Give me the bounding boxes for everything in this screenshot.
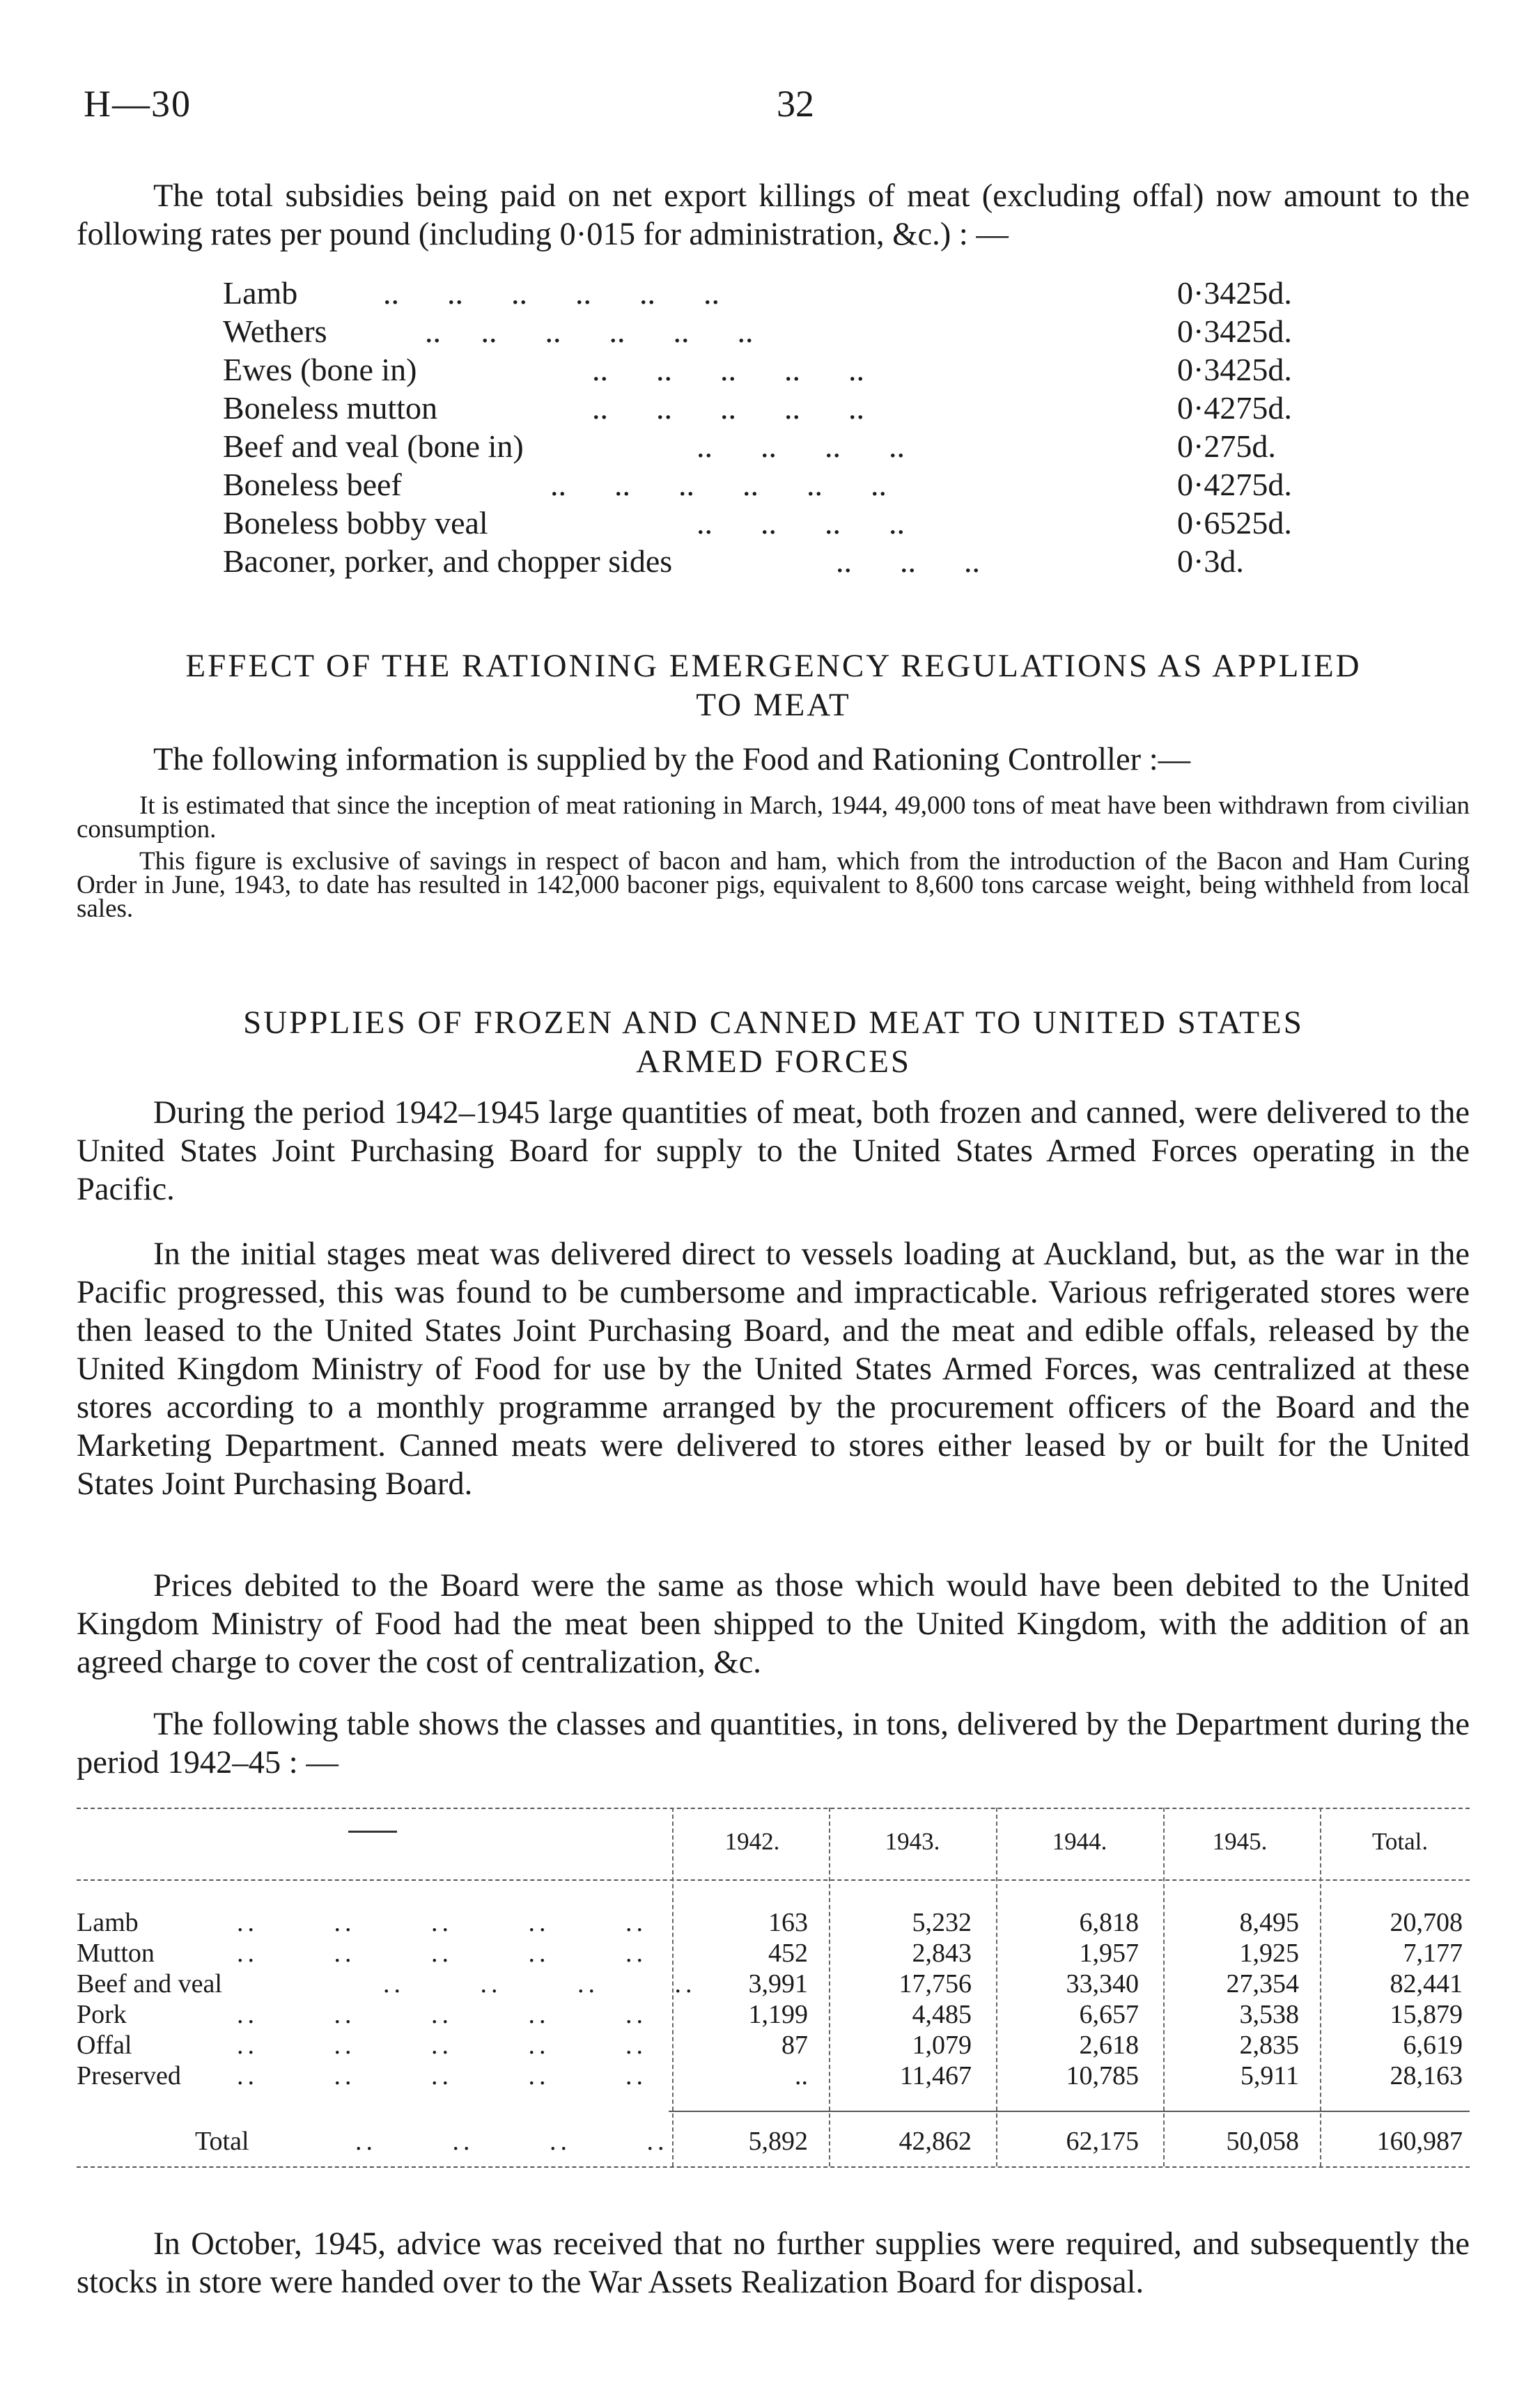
cell-1943: 42,862 [899,2127,972,2156]
cell-1943: 11,467 [899,2061,972,2090]
section-heading-rationing: EFFECT OF THE RATIONING EMERGENCY REGULATIONS AS APPLIED TO MEAT [185,648,1362,723]
section-heading-supplies: SUPPLIES OF FROZEN AND CANNED MEAT TO UNITED STATES ARMED FORCES [243,1004,1304,1080]
cell-1943: 1,079 [912,2031,972,2060]
leader-dots: .. .. .. .. [383,1969,697,1998]
page-number: 32 [777,83,814,125]
row-label: Pork [77,2000,127,2029]
cell-1945: 1,925 [1239,1939,1299,1968]
table-bottom-rule [77,2166,1470,2168]
rate-row [223,274,1393,312]
cell-1944: 1,957 [1079,1939,1139,1968]
table-row [77,1907,1470,1938]
rate-label: Ewes (bone in) [223,352,417,387]
rationing-note-2: This figure is exclusive of savings in respect of bacon and ham, which from the introduction of the Bacon and Ham Curing Order in June, 1943, to date has resulted in 142,000 baconer pigs, equivalent to 8,600 tons carcase weight, being withheld from local sales. [77,847,1470,923]
cell-total: 6,619 [1403,2031,1463,2060]
rate-value: 0·275d. [1177,428,1276,464]
cell-1945: 50,058 [1226,2127,1299,2156]
supplies-paragraph-4: The following table shows the classes and quantities, in tons, delivered by the Department during the period 1942–45 : — [77,1707,1470,1780]
cell-total: 20,708 [1390,1908,1463,1937]
subsidy-rates-list [223,274,1393,580]
rate-value: 0·3425d. [1177,313,1292,349]
cell-1944: 62,175 [1066,2127,1139,2156]
cell-total: 7,177 [1403,1939,1463,1968]
leader-dots: .. .. .. .. [697,428,905,464]
cell-1942: 163 [768,1908,808,1937]
cell-1945: 5,911 [1240,2061,1299,2090]
leader-dots: .. .. .. .. .. [592,390,864,426]
cell-1942: 3,991 [748,1969,808,1998]
rationing-note-1: It is estimated that since the inception of meat rationing in March, 1944, 49,000 tons of meat have been withdrawn from civilian consumption. [77,791,1470,844]
table-total-rule [669,2111,1470,2112]
cell-1945: 27,354 [1226,1969,1299,1998]
document-reference: H—30 [84,83,192,125]
leader-dots: .. .. .. .. [697,505,905,541]
row-label: Lamb [77,1908,139,1937]
table-top-rule [77,1808,1470,1809]
rate-value: 0·6525d. [1177,505,1292,541]
stub-header-dash [348,1831,397,1833]
column-header-1944: 1944. [1052,1828,1107,1855]
total-label: Total [195,2127,249,2156]
cell-1945: 8,495 [1239,1908,1299,1937]
cell-1944: 2,618 [1079,2031,1139,2060]
cell-1945: 2,835 [1239,2031,1299,2060]
cell-1943: 4,485 [912,2000,972,2029]
rate-label: Lamb [223,275,298,311]
cell-total: 15,879 [1390,2000,1463,2029]
rationing-lead: The following information is supplied by the Food and Rationing Controller :— [153,742,1191,777]
rate-row [223,350,1393,389]
column-header-1942: 1942. [724,1828,780,1855]
cell-1943: 2,843 [912,1939,972,1968]
rate-label: Wethers [223,313,327,349]
column-header-total: Total. [1371,1828,1429,1855]
table-row [77,1969,1470,1999]
leader-dots: .. .. .. .. [355,2127,669,2156]
leader-dots: .. .. .. .. .. [237,2061,647,2090]
cell-total: 28,163 [1390,2061,1463,2090]
rate-row [223,312,1393,350]
rate-label: Boneless bobby veal [223,505,488,541]
rate-value: 0·3425d. [1177,352,1292,387]
rate-label: Boneless mutton [223,390,437,426]
leader-dots: .. .. .. .. .. .. [383,275,720,311]
rate-row [223,504,1393,542]
cell-1944: 6,818 [1079,1908,1139,1937]
rate-label: Beef and veal (bone in) [223,428,524,464]
page-header [77,82,1463,131]
leader-dots: .. .. .. .. .. [237,1908,647,1937]
rate-value: 0·4275d. [1177,467,1292,502]
cell-1944: 33,340 [1066,1969,1139,1998]
rate-row [223,542,1393,580]
table-total-row [77,2126,1470,2157]
table-row [77,1999,1470,2030]
rate-row [223,427,1393,465]
cell-1943: 5,232 [912,1908,972,1937]
cell-1945: 3,538 [1239,2000,1299,2029]
row-label: Offal [77,2031,132,2060]
leader-dots: .. .. .. .. .. [237,1939,647,1968]
cell-1943: 17,756 [899,1969,972,1998]
rate-row [223,389,1393,427]
column-header-1943: 1943. [885,1828,940,1855]
intro-paragraph: The total subsidies being paid on net export killings of meat (excluding offal) now amount to the following rates per pound (including 0·015 for administration, &c.) : — [77,178,1470,252]
table-row [77,2030,1470,2060]
cell-total: 82,441 [1390,1969,1463,1998]
leader-dots: .. .. .. .. .. .. [550,467,887,502]
row-label: Beef and veal [77,1969,222,1998]
cell-1942: 1,199 [748,2000,808,2029]
cell-total: 160,987 [1376,2127,1463,2156]
supplies-paragraph-3: Prices debited to the Board were the same as those which would have been debited to the United Kingdom Ministry of Food had the meat been shipped to the United Kingdom, with the addition of an agreed charge to cover the cost of centralization, &c. [77,1568,1470,1680]
rate-row [223,465,1393,504]
cell-1944: 10,785 [1066,2061,1139,2090]
leader-dots: .. .. .. .. .. [592,352,864,387]
cell-1942: 5,892 [748,2127,808,2156]
row-label: Mutton [77,1939,155,1968]
cell-1942: 452 [768,1939,808,1968]
cell-1942: 87 [781,2031,808,2060]
table-header-rule [77,1879,1470,1881]
leader-dots: .. .. .. .. .. [237,2000,647,2029]
deliveries-table [77,1797,1470,2180]
supplies-paragraph-2: In the initial stages meat was delivered direct to vessels loading at Auckland, but, as the war in the Pacific progressed, this was found to be cumbersome and impracticable. Various refrigerated stores were then leased to the United States Joint Purchasing Board, and the meat and edible offals, released by the United Kingdom Ministry of Food for use by the United States Armed Forces, was centralized at these stores according to a monthly programme arranged by the procurement officers of the Board and the Marketing Department. Canned meats were delivered to stores either leased by or built for the United States Joint Purchasing Board. [77,1236,1470,1502]
leader-dots: .. .. .. [836,543,980,579]
cell-1942: .. [795,2061,808,2090]
rate-label: Boneless beef [223,467,402,502]
leader-dots: .. .. .. .. .. .. [425,313,754,349]
table-row [77,1938,1470,1969]
table-row [77,2060,1470,2091]
supplies-paragraph-1: During the period 1942–1945 large quantities of meat, both frozen and canned, were delivered to the United States Joint Purchasing Board for supply to the United States Armed Forces operating in the Pacific. [77,1095,1470,1207]
rate-value: 0·3d. [1177,543,1244,579]
cell-1944: 6,657 [1079,2000,1139,2029]
row-label: Preserved [77,2061,181,2090]
rate-label: Baconer, porker, and chopper sides [223,543,673,579]
column-header-1945: 1945. [1212,1828,1268,1855]
leader-dots: .. .. .. .. .. [237,2031,647,2060]
rate-value: 0·4275d. [1177,390,1292,426]
closing-paragraph: In October, 1945, advice was received that no further supplies were required, and subsequently the stocks in store were handed over to the War Assets Realization Board for disposal. [77,2226,1470,2300]
rate-value: 0·3425d. [1177,275,1292,311]
